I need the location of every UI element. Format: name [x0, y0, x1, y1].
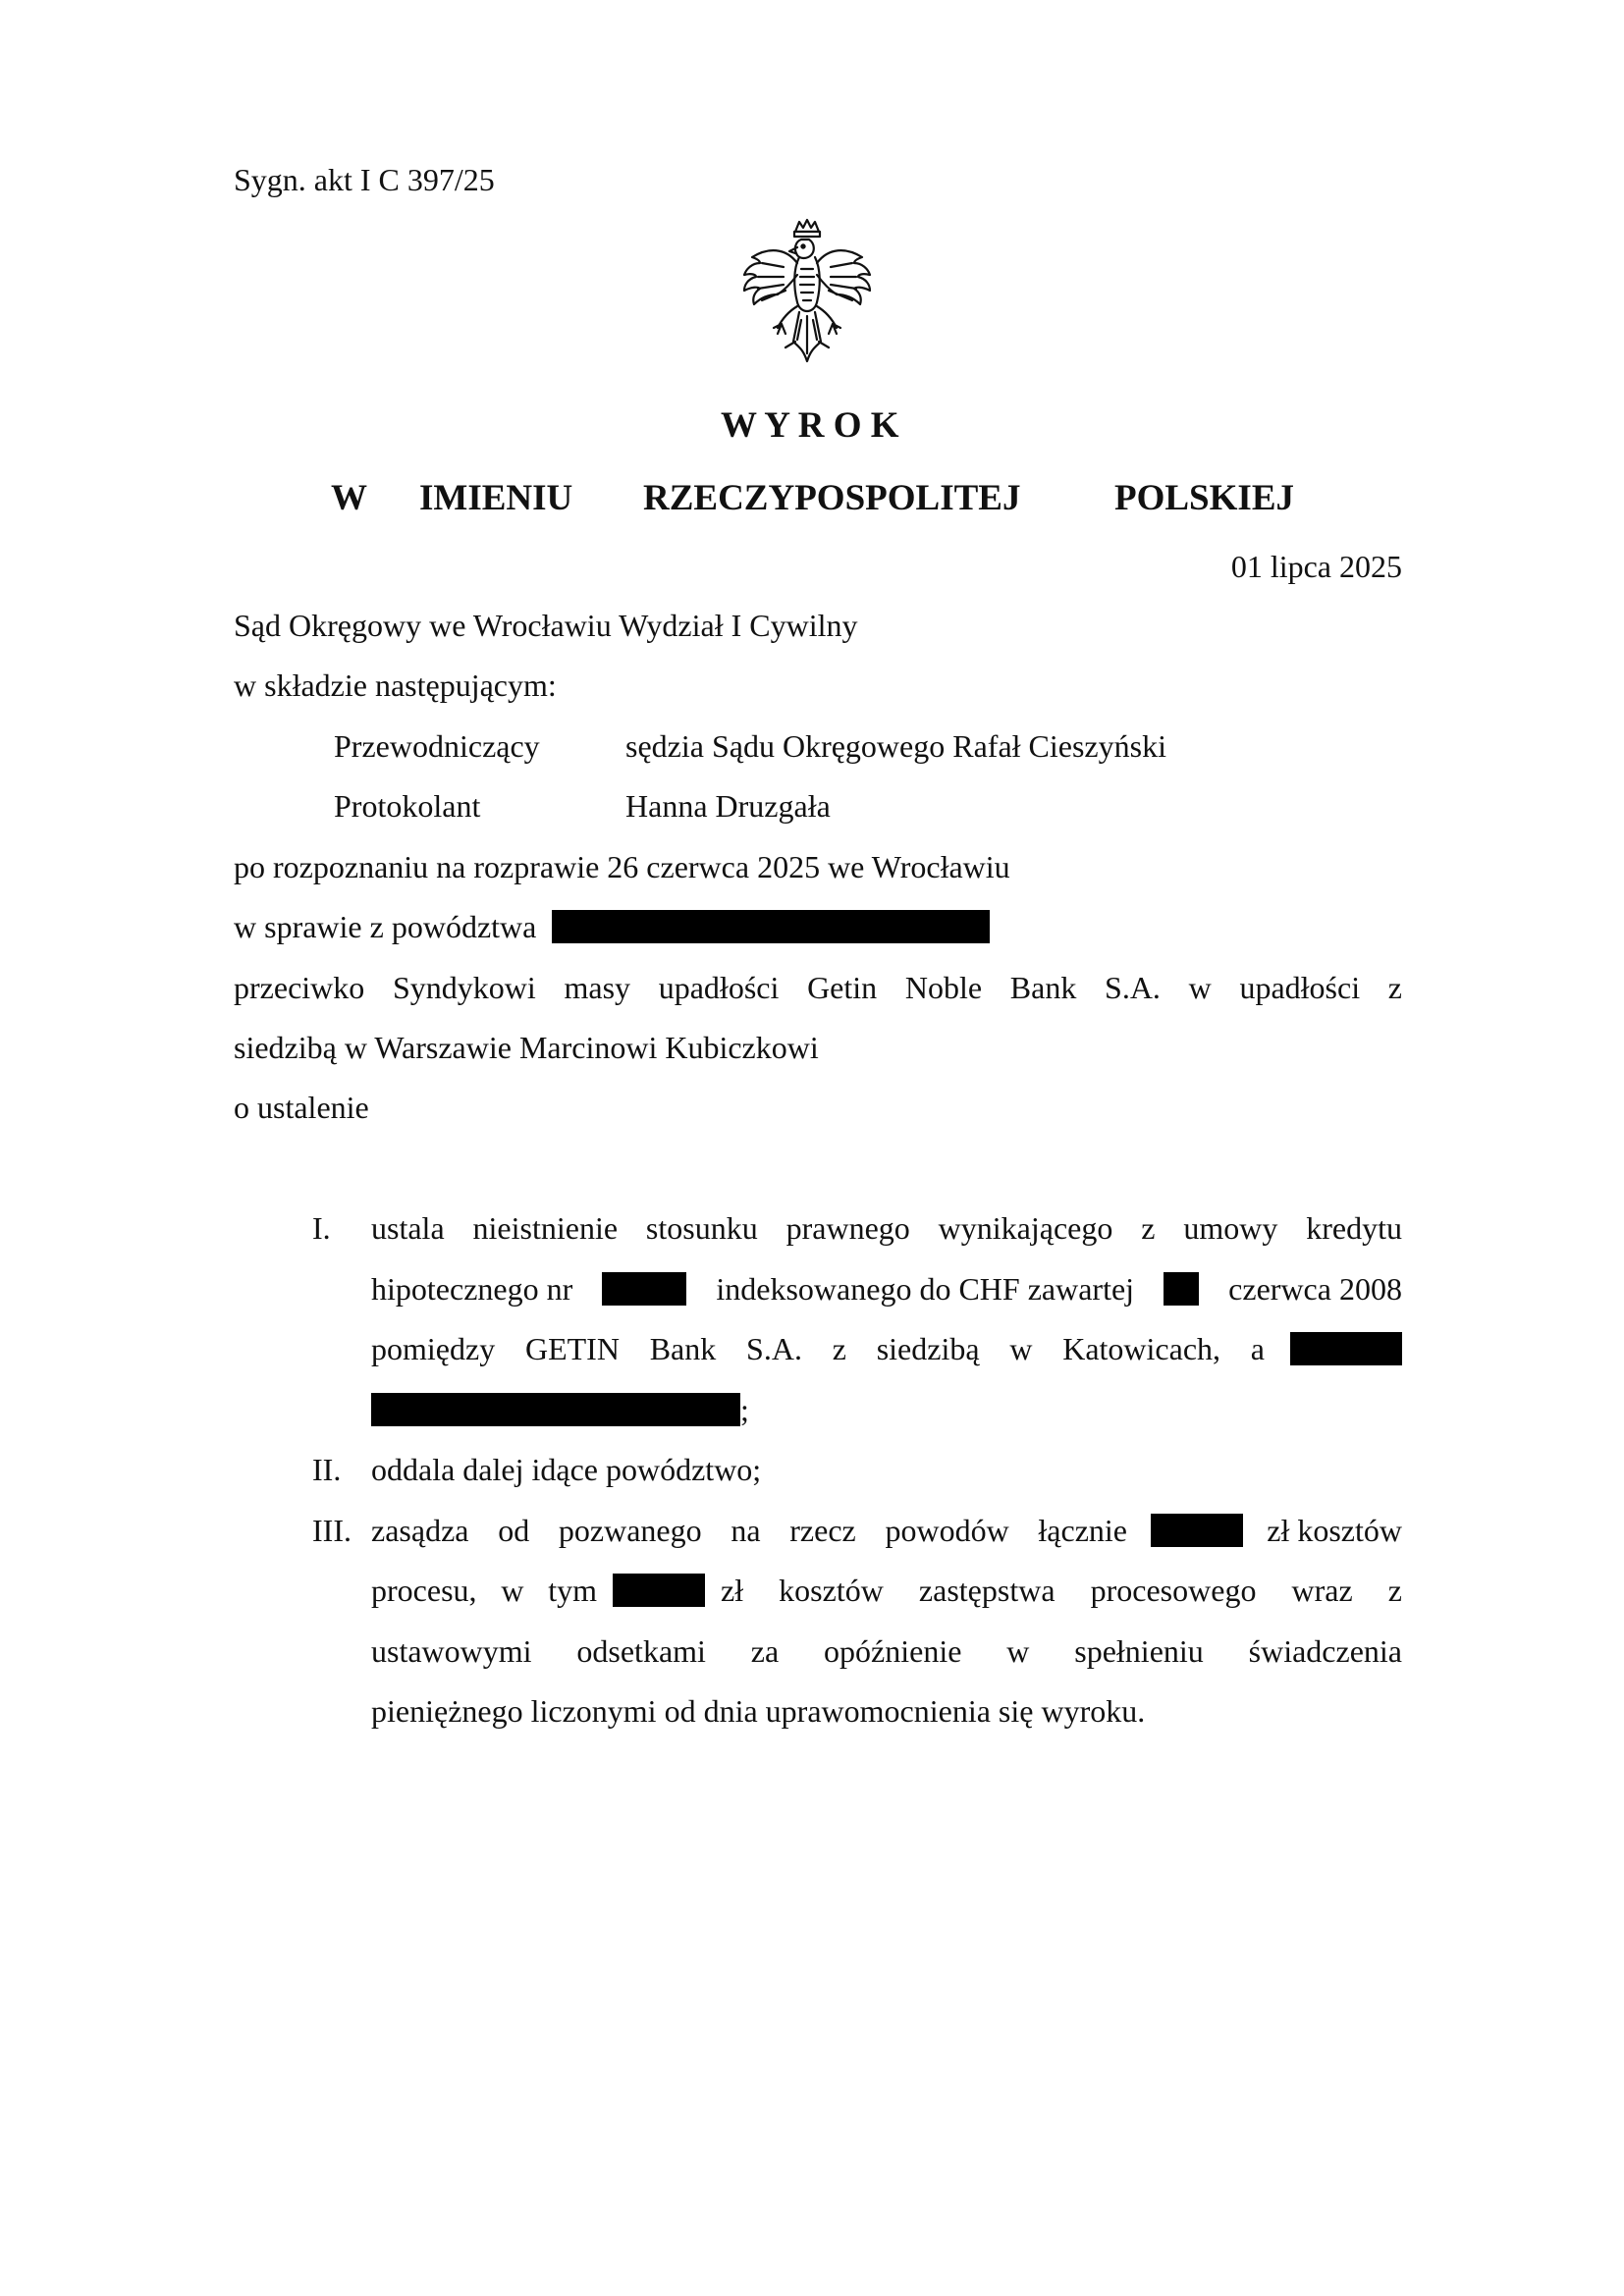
item-3-numeral: III. — [312, 1513, 352, 1548]
item-1-line-3-text: pomiędzy GETIN Bank S.A. z siedzibą w Katowicach, a — [371, 1331, 1265, 1366]
item-1-line-3 — [371, 1329, 1402, 1368]
redaction-contract-day — [1164, 1272, 1199, 1306]
item-3-line-2-b: zł kosztów zastępstwa procesowego wraz z — [721, 1573, 1402, 1608]
item-1-line-2-b: indeksowanego do CHF zawartej — [716, 1271, 1135, 1307]
item-2-numeral: II. — [312, 1452, 342, 1487]
redaction-representation-costs — [613, 1574, 705, 1607]
item-1-line-2 — [371, 1269, 1402, 1308]
item-3-line-3: ustawowymi odsetkami za opóźnienie w spełnieniu świadczenia — [371, 1633, 1402, 1669]
item-3-line-1-b: zł kosztów — [1267, 1513, 1402, 1548]
item-1-line-2-a: hipotecznego nr — [371, 1271, 573, 1307]
item-1-line-1: ustala nieistnienie stosunku prawnego wynikającego z umowy kredytu — [371, 1210, 1402, 1246]
subject-line: o ustalenie — [234, 1090, 369, 1125]
hearing-line: po rozpoznaniu na rozprawie 26 czerwca 2025 we Wrocławiu — [234, 849, 1010, 884]
redaction-plaintiff-name-1 — [1290, 1332, 1402, 1365]
subtitle-word-2: IMIENIU — [419, 478, 573, 518]
case-of-line — [234, 907, 990, 946]
item-3-line-1-a: zasądza od pozwanego na rzecz powodów łącznie — [371, 1513, 1127, 1548]
case-of-text: w sprawie z powództwa — [234, 909, 537, 944]
presiding-value: sędzia Sądu Okręgowego Rafał Cieszyński — [625, 728, 1166, 764]
subtitle-word-3: RZECZYPOSPOLITEJ — [643, 478, 1021, 518]
item-3-line-4: pieniężnego liczonymi od dnia uprawomocnienia się wyroku. — [371, 1693, 1146, 1729]
subtitle-word-4: POLSKIEJ — [1114, 478, 1294, 518]
item-3-line-1 — [371, 1511, 1402, 1550]
item-1-line-4-end: ; — [740, 1392, 749, 1427]
redaction-plaintiffs — [552, 910, 990, 943]
against-line-1: przeciwko Syndykowi masy upadłości Getin Noble Bank S.A. w upadłości z — [234, 970, 1402, 1005]
presiding-label: Przewodniczący — [334, 728, 540, 764]
clerk-value: Hanna Druzgała — [625, 788, 831, 824]
polish-eagle-emblem-icon — [738, 218, 876, 365]
court-name: Sąd Okręgowy we Wrocławiu Wydział I Cywilny — [234, 608, 858, 643]
against-line-2: siedzibą w Warszawie Marcinowi Kubiczkowi — [234, 1030, 819, 1065]
item-1-line-4 — [371, 1390, 749, 1429]
case-signature: Sygn. akt I C 397/25 — [234, 162, 495, 197]
item-3-line-2 — [371, 1571, 1402, 1610]
subtitle-word-1: W — [331, 478, 367, 518]
item-2-text: oddala dalej idące powództwo; — [371, 1452, 762, 1487]
item-1-line-2-c: czerwca 2008 — [1228, 1271, 1402, 1307]
item-1-numeral: I. — [312, 1210, 331, 1246]
redaction-plaintiff-name-2 — [371, 1393, 740, 1426]
clerk-label: Protokolant — [334, 788, 481, 824]
composition-label: w składzie następującym: — [234, 667, 557, 703]
redaction-total-costs — [1151, 1514, 1243, 1547]
document-title: W Y R O K — [721, 405, 899, 446]
judgment-date: 01 lipca 2025 — [1230, 549, 1402, 584]
redaction-contract-number — [602, 1272, 686, 1306]
item-3-line-2-a: procesu, w tym — [371, 1573, 597, 1608]
